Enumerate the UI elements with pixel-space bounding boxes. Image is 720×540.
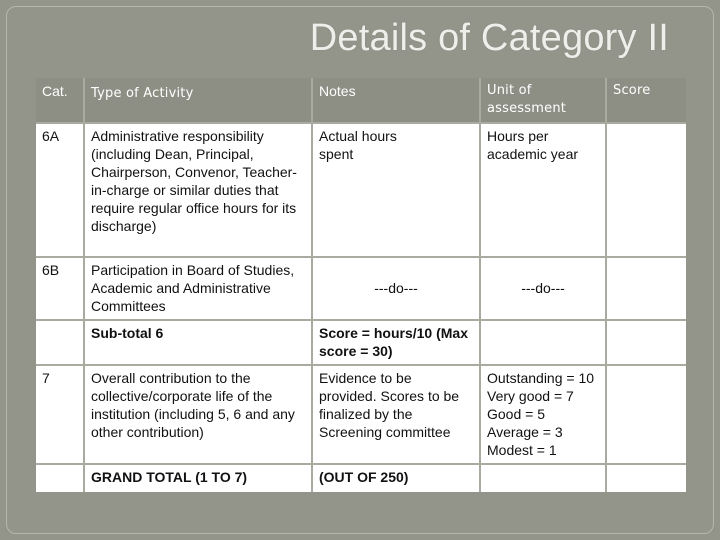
cell-score xyxy=(606,123,686,257)
table-row xyxy=(36,365,686,464)
header-cat: Cat. xyxy=(36,78,84,123)
cell-cat xyxy=(36,320,84,365)
cell-unit: ---do--- xyxy=(480,257,606,320)
table-row xyxy=(36,464,686,492)
cell-cat: 6B xyxy=(36,257,84,320)
table-row xyxy=(36,123,686,257)
table-row xyxy=(36,257,686,320)
category-table xyxy=(36,78,686,492)
cell-type: Administrative responsibility (including Dean, Principal, Chairperson, Convenor, Teacher-in-charge or similar duties that require regular office hours for its discharge) xyxy=(84,123,312,257)
cell-unit xyxy=(480,320,606,365)
header-type: Type of Activity xyxy=(84,78,312,123)
cell-unit xyxy=(480,464,606,492)
cell-score xyxy=(606,320,686,365)
header-unit: Unit of assessment xyxy=(480,78,606,123)
cell-type: Overall contribution to the collective/corporate life of the institution (including 5, 6 and any other contribution) xyxy=(84,365,312,464)
cell-notes: Evidence to be provided. Scores to be finalized by the Screening committee xyxy=(312,365,480,464)
cell-notes: Actual hours spent xyxy=(312,123,480,257)
cell-score xyxy=(606,464,686,492)
cell-cat: 6A xyxy=(36,123,84,257)
cell-notes: ---do--- xyxy=(312,257,480,320)
cell-unit: Hours per academic year xyxy=(480,123,606,257)
cell-notes: Score = hours/10 (Max score = 30) xyxy=(312,320,480,365)
cell-type: Participation in Board of Studies, Academic and Administrative Committees xyxy=(84,257,312,320)
cell-unit: Outstanding = 10 Very good = 7 Good = 5 Average = 3 Modest = 1 xyxy=(480,365,606,464)
table-row xyxy=(36,320,686,365)
cell-cat: 7 xyxy=(36,365,84,464)
cell-type: Sub-total 6 xyxy=(84,320,312,365)
cell-type: GRAND TOTAL (1 TO 7) xyxy=(84,464,312,492)
cell-notes: (OUT OF 250) xyxy=(312,464,480,492)
page-title: Details of Category II xyxy=(309,17,669,59)
header-notes: Notes xyxy=(312,78,480,123)
cell-score xyxy=(606,365,686,464)
header-score: Score xyxy=(606,78,686,123)
cell-score xyxy=(606,257,686,320)
table-header-row xyxy=(36,78,686,123)
cell-cat xyxy=(36,464,84,492)
